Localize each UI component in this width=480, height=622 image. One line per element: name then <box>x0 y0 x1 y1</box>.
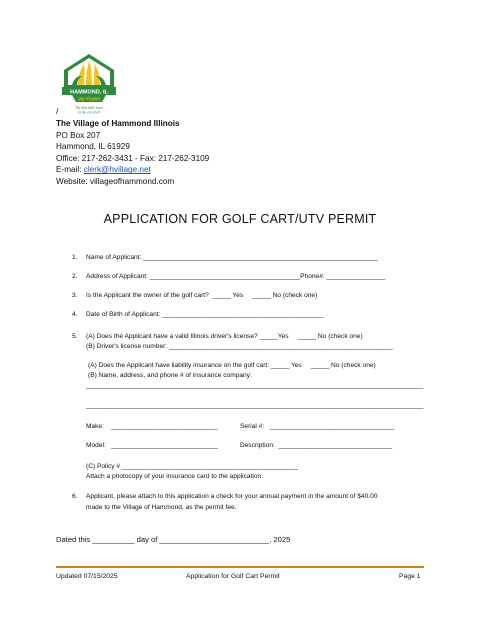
city-line: Hammond, IL 61929 <box>56 142 130 152</box>
email-line <box>56 164 209 176</box>
logo-years-text: 150 YEARS <box>77 96 101 102</box>
org-name: The Village of Hammond Illinois <box>56 119 180 128</box>
office-line: Office: 217-262-3431 - Fax: 217-262-3109 <box>56 153 210 163</box>
address-phone-field[interactable]: Address of Applicant: _________________________________________Phone#: ________________ <box>86 273 386 280</box>
model-field[interactable]: Model: _____________________________ <box>86 442 218 449</box>
slash-mark: / <box>56 107 59 116</box>
website-line: Website: villageofhammond.com <box>56 176 175 186</box>
drivers-license-number-field[interactable]: (B) Driver's license number: _____________________________________________________________ <box>86 343 393 350</box>
email-label: E-mail: <box>56 165 84 175</box>
insurance-company-line-2[interactable]: ____________________________________________________________________________________________ <box>86 402 424 409</box>
logo-tagline-1: The best little town <box>75 106 103 110</box>
footer-title: Application for Golf Cart Permit <box>186 573 280 580</box>
attach-card-note: Attach a photocopy of your insurance card to the application. <box>86 473 264 480</box>
description-field[interactable]: Description: _______________________________ <box>240 442 393 449</box>
payment-instruction-1: Applicant, please attach to this application a check for your annual payment in the amount of $40.00 <box>86 493 378 500</box>
item-number-5: 5. <box>72 333 78 340</box>
footer-updated: Updated 07/15/2025 <box>56 573 118 580</box>
logo-badge-text: HAMMOND, IL <box>70 89 108 96</box>
footer-rule <box>56 566 424 568</box>
insurance-company-label: (B) Name, address, and phone # of insurance company: <box>88 372 252 379</box>
page-title: APPLICATION FOR GOLF CART/UTV PERMIT <box>103 212 377 226</box>
policy-field[interactable]: (C) Policy # ________________________________________________ <box>86 463 298 470</box>
logo-tagline-2: in the corn belt <box>78 110 100 115</box>
po-box: PO Box 207 <box>56 130 101 140</box>
serial-field[interactable]: Serial #: __________________________________ <box>240 423 395 430</box>
item-number-4: 4. <box>72 311 78 318</box>
dated-line[interactable]: Dated this __________ day of __________________________, 2025 <box>56 535 291 544</box>
item-number-6: 6. <box>72 493 78 500</box>
owner-question-field[interactable]: Is the Applicant the owner of the golf cart? _____ Yes _____ No (check one) <box>86 292 318 299</box>
payment-instruction-2: made to the Village of Hammond, as the permit fee. <box>86 504 237 511</box>
letterhead-address <box>56 118 209 188</box>
village-logo <box>58 52 120 116</box>
make-field[interactable]: Make: _____________________________ <box>86 423 218 430</box>
name-of-applicant-field[interactable]: Name of Applicant: ________________________________________________________________ <box>86 254 378 261</box>
insurance-question[interactable]: (A) Does the Applicant have liability insurance on the golf cart: _____ Yes _____ No (check one) <box>88 362 376 369</box>
email-link[interactable]: clerk@hvillage.net <box>83 165 151 175</box>
insurance-company-line-1[interactable]: ____________________________________________________________________________________________ <box>86 382 424 389</box>
date-of-birth-field[interactable]: Date of Birth of Applicant: ____________________________________________ <box>86 311 324 318</box>
footer-page-number: Page 1 <box>399 573 421 580</box>
drivers-license-question[interactable]: (A) Does the Applicant have a valid Illinois driver's license? _____Yes _____ No (check one) <box>86 333 363 340</box>
item-number-1: 1. <box>72 254 78 261</box>
item-number-3: 3. <box>72 292 78 299</box>
item-number-2: 2. <box>72 273 78 280</box>
